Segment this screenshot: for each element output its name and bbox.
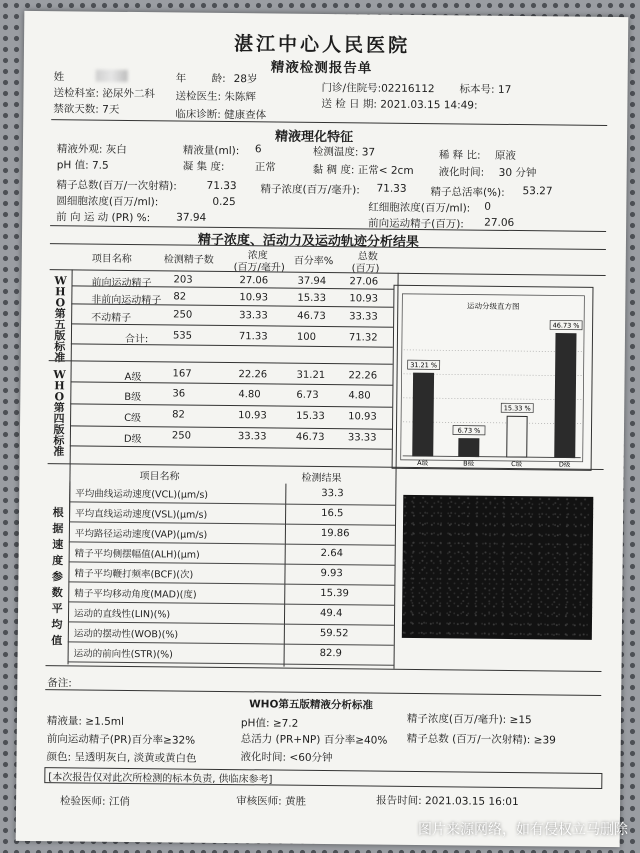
row-concentration: 22.26 (238, 369, 268, 381)
pr-count-value: 27.06 (484, 216, 515, 230)
liquefaction-label: 液化时间: (438, 166, 485, 179)
std-concentration: 精子浓度(百万/毫升): ≥15 (406, 712, 532, 727)
survival-label: 精子总活率(%): (430, 186, 505, 199)
coagulation-value: 正常 (254, 161, 276, 174)
patient-age: 28岁 (233, 73, 258, 86)
divider (70, 381, 396, 385)
vertical-label-char: 准 (53, 445, 65, 459)
motion-row-divider (68, 581, 284, 584)
motion-col-result: 检测结果 (301, 472, 342, 485)
motion-row-value: 33.3 (321, 487, 344, 500)
vertical-label-char: 准 (54, 351, 66, 365)
motion-row-name: 平均直线运动速度(VSL)(μm/s) (75, 508, 208, 521)
motion-row-divider (285, 504, 395, 506)
vertical-label-char: 五 (54, 318, 66, 332)
row-concentration: 33.33 (237, 431, 267, 443)
motion-row-value: 16.5 (321, 507, 344, 520)
col-concentration-unit: (百万/毫升) (233, 262, 285, 274)
disclaimer: [本次报告仅对此次所检测的标本负责, 供临床参考] (48, 772, 273, 786)
rbc-value: 0 (484, 200, 492, 213)
std-total-motility: 总活力 (PR+NP) 百分率≥40% (240, 733, 388, 747)
motion-row-divider (285, 564, 395, 566)
std-color: 颜色: 呈透明灰白, 淡黄或黄白色 (46, 751, 197, 765)
histogram-category-label: B级 (463, 459, 475, 468)
vertical-label-char: 值 (51, 634, 63, 648)
remark-label: 备注: (47, 677, 72, 690)
histogram-value-label: 15.33 % (503, 404, 531, 413)
motion-row-name: 精子平均鞭打频率(BCF)(次) (74, 568, 194, 581)
histogram-svg (393, 286, 593, 470)
motion-row-divider (68, 661, 284, 664)
vertical-label-char: O (55, 296, 66, 310)
histogram-bar (555, 334, 576, 458)
motion-row-name: 精子平均侧摆幅值(ALH)(μm) (74, 548, 200, 561)
motion-row-divider (69, 501, 285, 504)
row-count: 250 (173, 309, 193, 321)
divider-vertical (284, 484, 287, 667)
motion-row-divider (285, 524, 395, 526)
vertical-label-char: 版 (54, 329, 66, 343)
row-percent: 46.73 (295, 431, 325, 444)
histogram-gridline (404, 350, 582, 352)
motion-row-divider (68, 641, 284, 644)
row-percent: 31.21 (296, 369, 326, 382)
send-date: 送 检 日 期: 2021.03.15 14:49: (321, 97, 478, 112)
histogram-title: 运动分级直方图 (466, 301, 520, 312)
divider-vertical (68, 481, 71, 664)
motion-row-divider (68, 601, 284, 604)
row-count: 82 (172, 409, 185, 421)
divider (71, 343, 397, 347)
vertical-label-char: 标 (54, 340, 66, 354)
round-cell-label: 圆细胞浓度(百万/ml): (56, 195, 159, 209)
vertical-label-char: 度 (52, 554, 64, 568)
row-concentration: 33.33 (239, 310, 268, 322)
redacted-name (96, 70, 128, 82)
motion-row-value: 9.93 (320, 567, 343, 580)
histogram-value-label: 46.73 % (552, 321, 580, 330)
vertical-label-char: 均 (51, 618, 63, 632)
divider (71, 323, 397, 327)
motion-row-value: 19.86 (320, 527, 350, 540)
motion-row-divider (285, 544, 395, 546)
pr-count-label: 前向运动精子(百万): (368, 217, 464, 231)
semen-appearance: 精液外观: 灰白 (56, 143, 127, 156)
motion-row-value: 2.64 (320, 547, 344, 560)
divider (49, 360, 397, 365)
row-concentration: 27.06 (239, 275, 269, 287)
vertical-label-char: 参 (51, 570, 64, 584)
vertical-label-char: 据 (52, 522, 64, 536)
row-percent: 46.73 (297, 310, 326, 323)
physchem-title: 精液理化特征 (274, 129, 354, 146)
total-count-value: 71.33 (206, 179, 237, 193)
motion-row-divider (284, 664, 394, 666)
vertical-label-char: 第 (53, 401, 65, 415)
watermark: 图片来源网络，如有侵权立马删除 (418, 822, 628, 838)
motion-row-value: 82.9 (319, 647, 342, 660)
histogram-category-label: C级 (511, 459, 523, 469)
divider (70, 403, 396, 407)
row-count: 36 (172, 388, 186, 400)
patient-name-label: 姓 (53, 71, 65, 84)
sperm-microscope-image (402, 495, 593, 640)
histogram-bar (459, 439, 479, 457)
vertical-label-char: 四 (53, 412, 65, 426)
motion-col-item: 项目名称 (139, 471, 180, 483)
motion-row-divider (68, 621, 284, 624)
rbc-label: 红细胞浓度(百万/ml): (368, 201, 471, 215)
pr-percent-label: 前 向 运 动 (PR) %: (56, 211, 151, 225)
motion-row-divider (284, 584, 394, 586)
row-total: 71.32 (348, 332, 378, 344)
motion-row-divider (284, 604, 394, 606)
std-pr: 前向运动精子(PR)百分率≥32% (46, 733, 196, 747)
row-total: 4.80 (348, 390, 371, 402)
who5-label (53, 273, 68, 365)
total-count-label: 精子总数(百万/一次射精): (56, 179, 177, 193)
inspector: 检验医师: 江俏 (60, 795, 131, 809)
motion-row-value: 49.4 (320, 607, 343, 620)
row-total: 33.33 (347, 432, 377, 444)
concentration-label: 精子浓度(百万/毫升): (260, 183, 360, 197)
vertical-label-char: 根 (52, 506, 64, 520)
row-percent: 15.33 (297, 292, 327, 305)
age-label-2: 龄: (211, 72, 226, 85)
specimen-number: 标本号: 17 (459, 83, 512, 96)
dilution-value: 原液 (494, 149, 516, 163)
motility-histogram (392, 285, 594, 471)
pr-percent-value: 37.94 (176, 211, 207, 224)
dilution-label: 稀 释 比: (438, 149, 481, 162)
row-name: A级 (124, 371, 142, 384)
send-doctor: 送检医生: 朱陈辉 (175, 90, 256, 104)
divider (51, 119, 607, 126)
semen-volume-value: 6 (254, 143, 262, 156)
vertical-label-char: 数 (51, 586, 63, 600)
row-total: 27.06 (349, 276, 379, 288)
row-name: D级 (123, 433, 142, 446)
row-percent: 15.33 (296, 410, 325, 423)
concentration-value: 71.33 (376, 182, 407, 195)
row-concentration: 71.33 (238, 331, 268, 343)
motion-row-name: 运动的直线性(LIN)(%) (73, 608, 171, 621)
histogram-value-label: 6.73 % (457, 426, 481, 435)
liquefaction-value: 30 分钟 (498, 166, 537, 180)
col-item-name: 项目名称 (91, 253, 132, 265)
row-count: 203 (173, 274, 193, 286)
motion-row-divider (69, 541, 285, 544)
vertical-label-char: 速 (52, 538, 64, 552)
row-total: 22.26 (348, 370, 378, 382)
motion-row-name: 精子平均移动角度(MAD)(度) (74, 588, 197, 601)
row-percent: 6.73 (296, 389, 319, 401)
std-liquefaction: 液化时间: <60分钟 (240, 751, 333, 765)
row-name: B级 (124, 391, 142, 404)
row-name: 合计: (124, 333, 149, 346)
report-time: 报告时间: 2021.03.15 16:01 (376, 794, 519, 809)
vertical-label-char: 版 (53, 423, 65, 437)
standard-title: WHO第五版精液分析标准 (249, 698, 373, 712)
motion-row-name: 运动的摆动性(WOB)(%) (73, 628, 179, 641)
vertical-label-char: W (53, 368, 66, 382)
motion-row-value: 15.39 (320, 587, 349, 600)
abstinence-days: 禁欲天数: 7天 (53, 103, 120, 116)
histogram-bar (413, 373, 434, 456)
row-concentration: 10.93 (238, 410, 267, 422)
histogram-category-label: A级 (417, 458, 429, 468)
col-concentration: 浓度 (247, 250, 268, 262)
clinic-number: 门诊/住院号:02216112 (321, 81, 435, 96)
coagulation-label: 凝 集 度: (182, 160, 225, 173)
row-concentration: 10.93 (239, 292, 269, 304)
vertical-label-char: 第 (54, 307, 66, 321)
who4-label (52, 367, 67, 459)
row-count: 250 (171, 430, 192, 442)
std-ph: pH值: ≥7.2 (240, 717, 299, 730)
motion-row-value: 59.52 (319, 627, 349, 640)
divider (45, 689, 601, 696)
survival-value: 53.27 (522, 185, 553, 198)
motion-row-name: 平均曲线运动速度(VCL)(μm/s) (75, 488, 209, 501)
motion-row-name: 运动的前向性(STR)(%) (73, 648, 173, 661)
divider (70, 445, 396, 449)
vertical-label-char: O (54, 390, 65, 404)
histogram-bar (507, 416, 527, 457)
row-count: 167 (172, 368, 192, 380)
histogram-baseline (403, 456, 581, 458)
ph-value: pH 值: 7.5 (56, 159, 109, 172)
row-name: 非前向运动精子 (91, 294, 162, 307)
motion-row-divider (284, 644, 394, 646)
row-total: 10.93 (348, 411, 377, 423)
col-percent: 百分率% (293, 255, 334, 268)
motion-row-divider (69, 521, 285, 524)
row-count: 82 (173, 291, 187, 303)
std-total-count: 精子总数 (百万/一次射精): ≥39 (406, 732, 556, 747)
histogram-category-label: D级 (558, 460, 571, 469)
std-volume: 精液量: ≥1.5ml (46, 715, 125, 728)
row-percent: 37.94 (297, 275, 327, 288)
analysis-title: 精子浓度、活动力及运动轨迹分析结果 (197, 232, 420, 251)
report-title: 精液检测报告单 (270, 59, 373, 77)
test-temperature: 检测温度: 37 (312, 145, 376, 159)
row-name: 不动精子 (91, 312, 132, 324)
reviewer: 审核医师: 黄胜 (236, 795, 307, 808)
viscosity: 黏 稠 度: 正常< 2cm (312, 163, 414, 177)
col-total-unit: (百万) (351, 263, 380, 275)
col-sperm-count: 检测精子数 (163, 254, 214, 266)
vertical-label-char: 平 (51, 602, 63, 616)
age-label: 年 (175, 72, 187, 85)
vertical-label-char: H (54, 379, 65, 393)
row-name: C级 (124, 412, 142, 425)
report-paper (16, 11, 629, 847)
hospital-name: 湛江中心人民医院 (233, 33, 411, 57)
semen-volume-label: 精液量(ml): (182, 144, 240, 158)
vertical-label-char: H (55, 285, 66, 299)
col-total: 总数 (357, 251, 378, 263)
clinical-diagnosis: 临床诊断: 健康查体 (175, 108, 267, 122)
row-concentration: 4.80 (238, 389, 261, 401)
row-total: 33.33 (349, 311, 378, 323)
histogram-value-label: 31.21 % (410, 361, 438, 370)
motion-row-divider (69, 561, 285, 564)
motion-row-divider (284, 624, 394, 626)
motion-row-name: 平均路径运动速度(VAP)(μm/s) (74, 528, 208, 541)
row-name: 前向运动精子 (91, 277, 152, 290)
row-count: 535 (172, 330, 193, 342)
divider (46, 665, 602, 672)
row-total: 10.93 (349, 293, 379, 305)
vertical-label-char: W (54, 274, 67, 288)
send-department: 送检科室: 泌尿外二科 (53, 87, 155, 101)
divider (70, 425, 396, 429)
motion-side-label (50, 505, 66, 649)
row-percent: 100 (296, 331, 317, 343)
round-cell-value: 0.25 (212, 195, 236, 209)
vertical-label-char: 标 (53, 434, 65, 448)
